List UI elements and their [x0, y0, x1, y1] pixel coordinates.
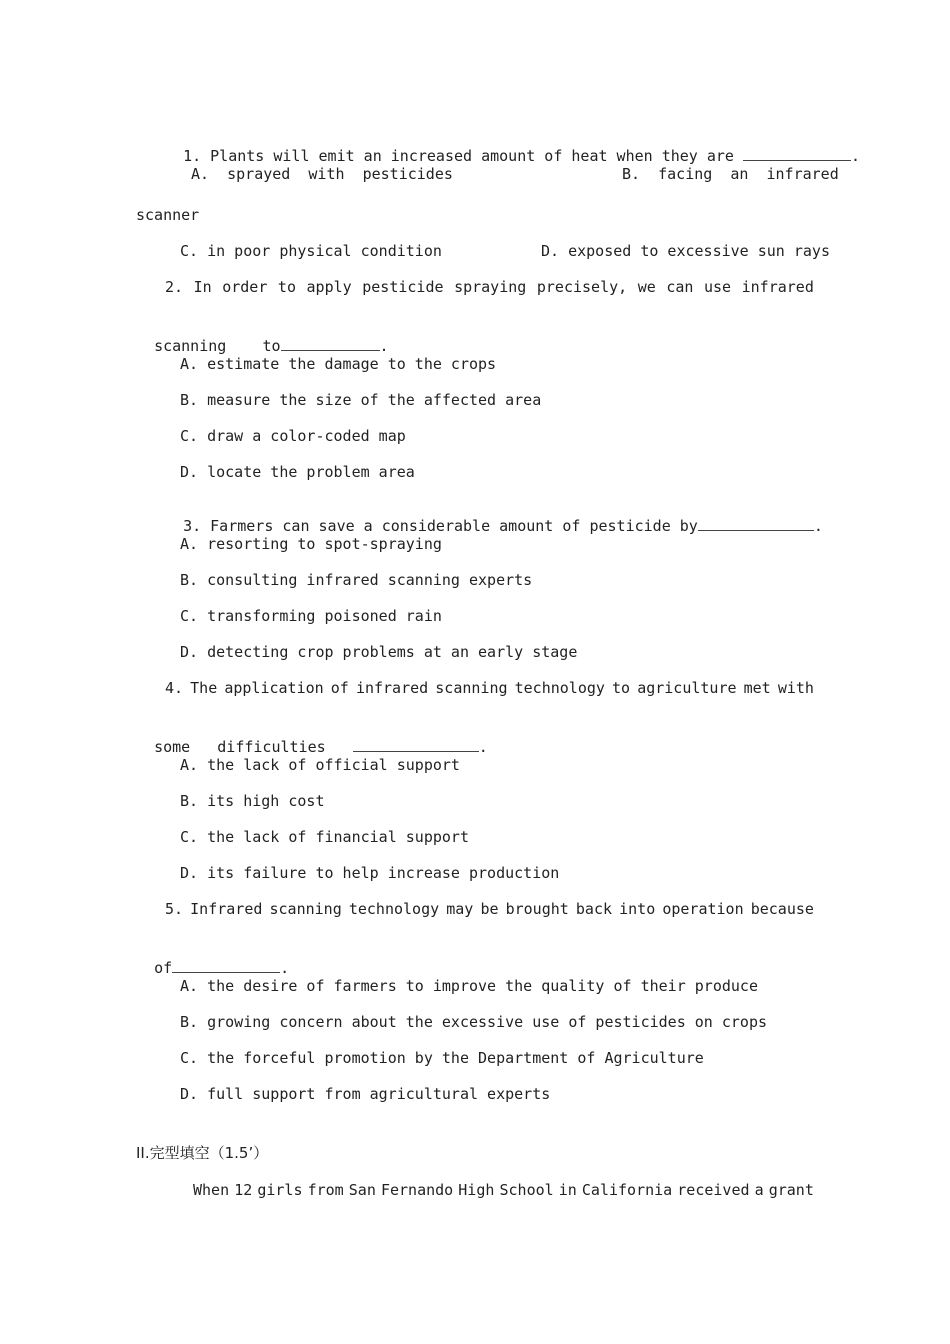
q4-option-d[interactable]: D. its failure to help increase production [180, 864, 560, 882]
q1-option-b-cont[interactable]: scanner [136, 206, 200, 224]
q1-stem-text: Plants will emit an increased amount of heat when they are [210, 147, 734, 165]
q1-answer-blank[interactable] [743, 147, 851, 161]
q3-stem: 3. Farmers can save a considerable amount of pesticide by . [183, 517, 823, 535]
q5-option-b[interactable]: B. growing concern about the excessive use of pesticides on crops [180, 1013, 767, 1031]
q3-option-c[interactable]: C. transforming poisoned rain [180, 607, 442, 625]
q5-option-d[interactable]: D. full support from agricultural experts [180, 1085, 551, 1103]
q5-option-a[interactable]: A. the desire of farmers to improve the quality of their produce [180, 977, 758, 995]
q3-option-a[interactable]: A. resorting to spot-spraying [180, 535, 442, 553]
q4-option-a[interactable]: A. the lack of official support [180, 756, 460, 774]
q1-option-b[interactable]: B. facing an infrared [622, 165, 839, 183]
q2-option-a[interactable]: A. estimate the damage to the crops [180, 355, 497, 373]
q2-number: 2. [165, 278, 184, 296]
q2-option-d[interactable]: D. locate the problem area [180, 463, 415, 481]
q4-stem: 4. The application of infrared scanning technology to agriculture met with [165, 679, 814, 697]
q4-option-b[interactable]: B. its high cost [180, 792, 325, 810]
q2-option-b[interactable]: B. measure the size of the affected area [180, 391, 542, 409]
q5-number: 5. [165, 900, 184, 918]
q2-answer-blank[interactable] [281, 337, 380, 351]
q2-option-c[interactable]: C. draw a color-coded map [180, 427, 406, 445]
q3-answer-blank[interactable] [698, 517, 814, 531]
q1-option-a[interactable]: A. sprayed with pesticides [191, 165, 453, 183]
q4-number: 4. [165, 679, 184, 697]
q5-stem-cont: of . [154, 959, 290, 977]
q1-number: 1. [183, 147, 202, 165]
q5-stem: 5. Infrared scanning technology may be brought back into operation because [165, 900, 814, 918]
q5-answer-blank[interactable] [172, 959, 280, 973]
q3-stem-text: Farmers can save a considerable amount of pesticide by [210, 517, 698, 535]
q4-stem-cont: some difficulties . [154, 738, 488, 756]
q4-answer-blank[interactable] [353, 738, 479, 752]
q5-option-c[interactable]: C. the forceful promotion by the Department of Agriculture [180, 1049, 704, 1067]
q4-option-c[interactable]: C. the lack of financial support [180, 828, 469, 846]
q2-stem: 2. In order to apply pesticide spraying precisely, we can use infrared [165, 278, 814, 296]
q3-option-d[interactable]: D. detecting crop problems at an early stage [180, 643, 578, 661]
q3-number: 3. [183, 517, 202, 535]
q3-option-b[interactable]: B. consulting infrared scanning experts [180, 571, 533, 589]
q1-option-d[interactable]: D. exposed to excessive sun rays [541, 242, 830, 260]
q2-stem-cont: scanning to . [154, 337, 389, 355]
q1-option-c[interactable]: C. in poor physical condition [180, 242, 442, 260]
section-2-paragraph: When 12 girls from San Fernando High School in California received a grant [193, 1181, 814, 1199]
section-2-title: II.完型填空（1.5’） [136, 1144, 269, 1162]
q1-stem: 1. Plants will emit an increased amount of heat when they are . [183, 147, 861, 165]
